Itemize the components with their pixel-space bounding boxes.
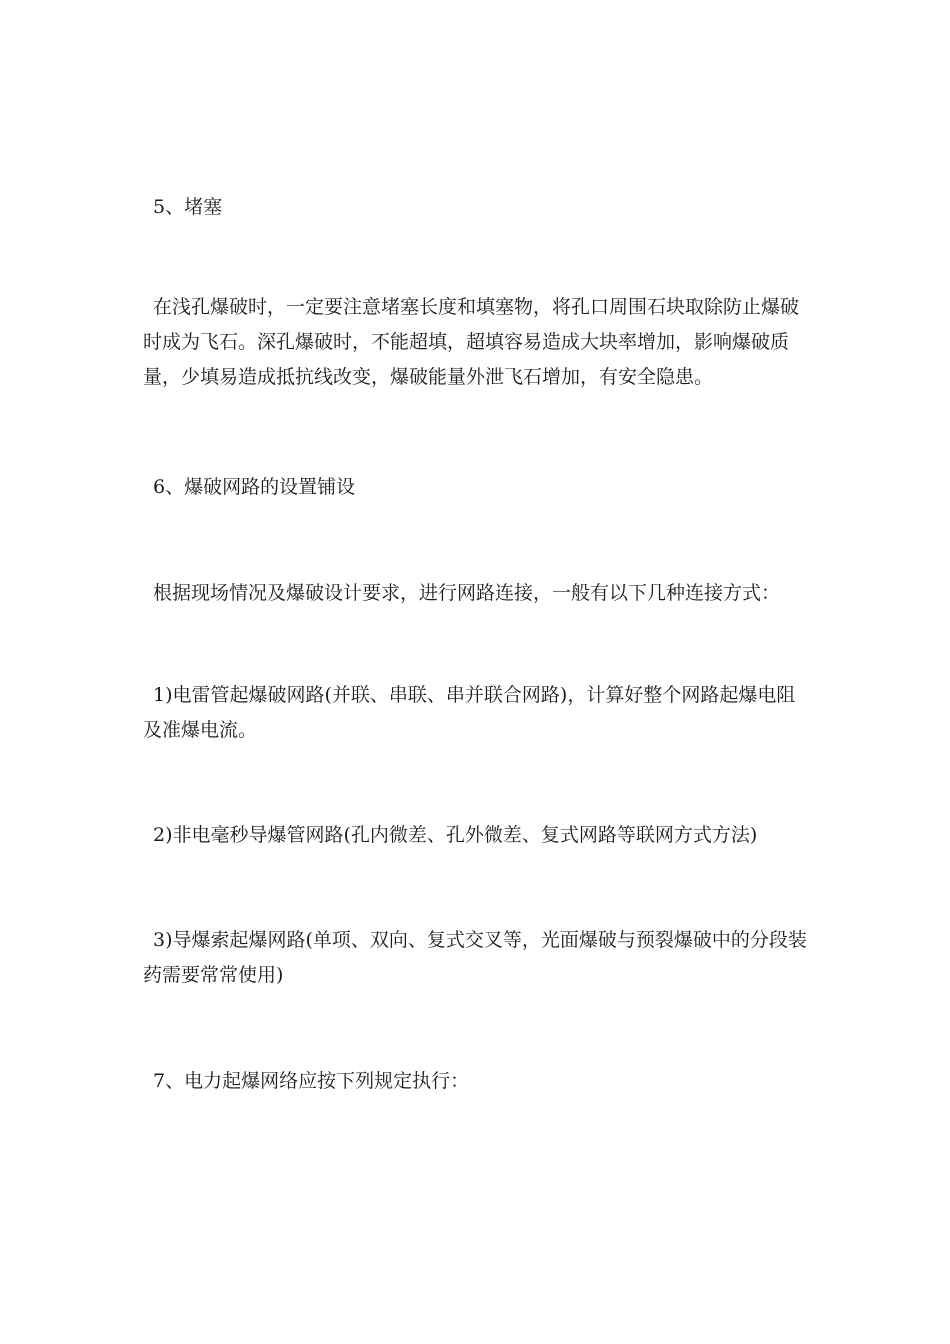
- list-item-detonating-cord-network: 3)导爆索起爆网路(单项、双向、复式交叉等，光面爆破与预裂爆破中的分段装药需要常常使用): [143, 929, 807, 986]
- section-7-heading: 7、电力起爆网络应按下列规定执行：: [153, 1070, 470, 1092]
- section-6-intro: 根据现场情况及爆破设计要求，进行网路连接，一般有以下几种连接方式：: [153, 582, 781, 604]
- section-5-paragraph: 在浅孔爆破时，一定要注意堵塞长度和填塞物，将孔口周围石块取除防止爆破时成为飞石。深孔爆破时，不能超填，超填容易造成大块率增加，影响爆破质量，少填易造成抵抗线改变，爆破能量外泄飞石增加，有安全隐患。: [143, 296, 800, 388]
- section-5-heading: 5、堵塞: [153, 196, 223, 218]
- section-6-heading: 6、爆破网路的设置铺设: [153, 476, 356, 498]
- list-item-nonelectric-network: 2)非电毫秒导爆管网路(孔内微差、孔外微差、复式网路等联网方式方法): [153, 824, 758, 846]
- list-item-electric-detonator-network: 1)电雷管起爆破网路(并联、串联、串并联合网路)，计算好整个网路起爆电阻及准爆电流。: [143, 684, 796, 741]
